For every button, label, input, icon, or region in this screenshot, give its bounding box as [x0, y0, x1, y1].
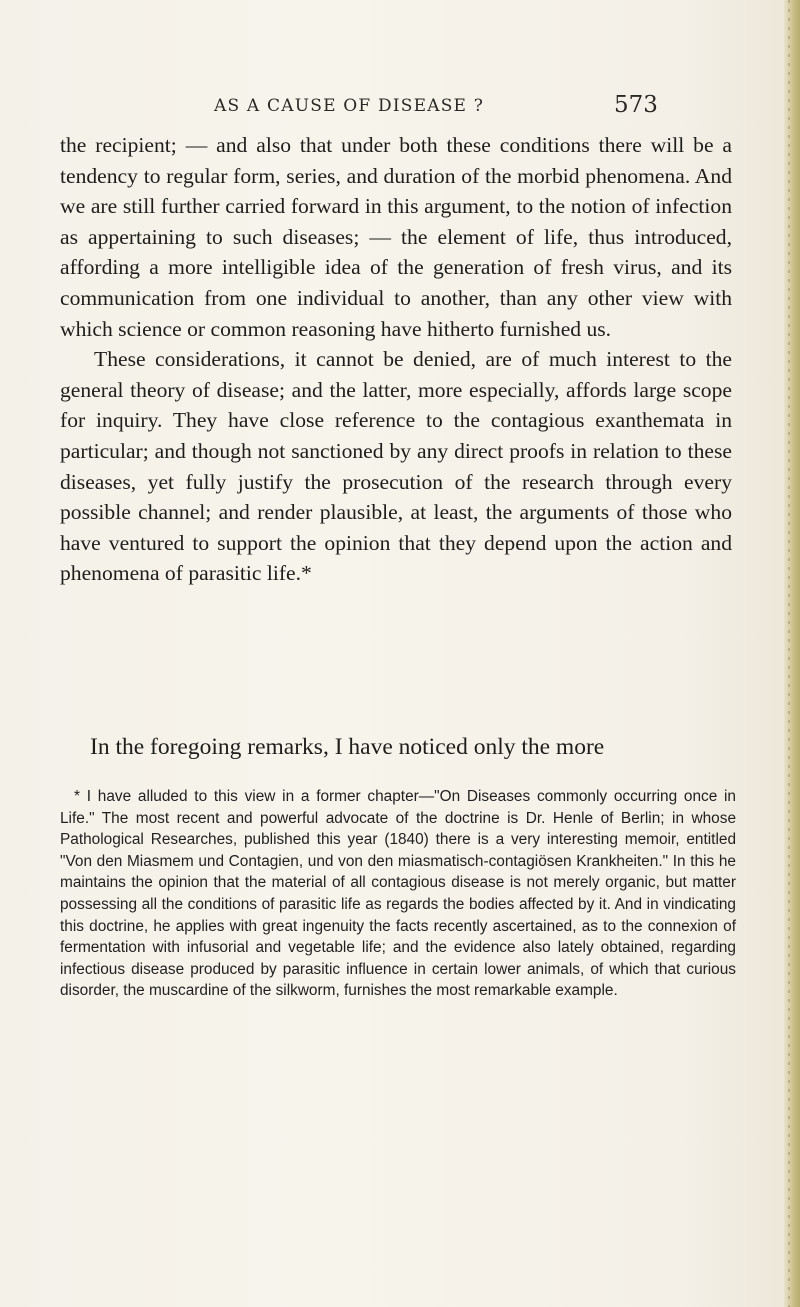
footnote: * I have alluded to this view in a former chapter—"On Diseases commonly occurring once in Life." The most recent and powerful advocate of the doctrine is Dr. Henle of Berlin; in whose Pathological Researches, published this year (1840) there is a very interesting memoir, entitled "Von den Miasmem und Contagien, und von den miasmatisch-contagiösen Krankheiten." In this he maintains the opinion that the material of all contagious disease is not merely organic, but matter possessing all the conditions of parasitic life as regards the bodies affected by it. And in vindicating this doctrine, he applies with great ingenuity the facts recently ascertained, as to the connexion of fermentation with infusorial and vegetable life; and the evidence also lately obtained, regarding infectious disease produced by parasitic influence in certain lower animals, of which that curious disorder, the muscardine of the silkworm, furnishes the most remarkable example.: [60, 788, 736, 1000]
paragraph: In the foregoing remarks, I have noticed only the more: [90, 734, 605, 760]
page-number: 573: [614, 92, 658, 118]
paragraph: These considerations, it cannot be denied, are of much interest to the general theory of disease; and the latter, more especially, affords large scope for inquiry. They have close reference to the contagious exanthemata in particular; and though not sanctioned by any direct proofs in relation to these diseases, yet fully justify the prosecution of the research through every possible channel; and render plausible, at least, the arguments of those who have ventured to support the opinion that they depend upon the action and phenomena of parasitic life.*: [60, 347, 732, 586]
page-edge: [784, 0, 800, 1307]
paragraph: the recipient; — and also that under both these conditions there will be a tendency to regular form, series, and duration of the morbid phenomena. And we are still further carried forward in this argument, to the notion of infection as appertaining to such diseases; — the element of life, thus introduced, affording a more intelligible idea of the generation of fresh virus, and its communication from one individual to another, than any other view with which science or common reasoning have hitherto furnished us.: [60, 133, 732, 341]
running-title: AS A CAUSE OF DISEASE ?: [214, 96, 485, 116]
main-text: [60, 130, 732, 589]
page-header: [0, 92, 800, 126]
